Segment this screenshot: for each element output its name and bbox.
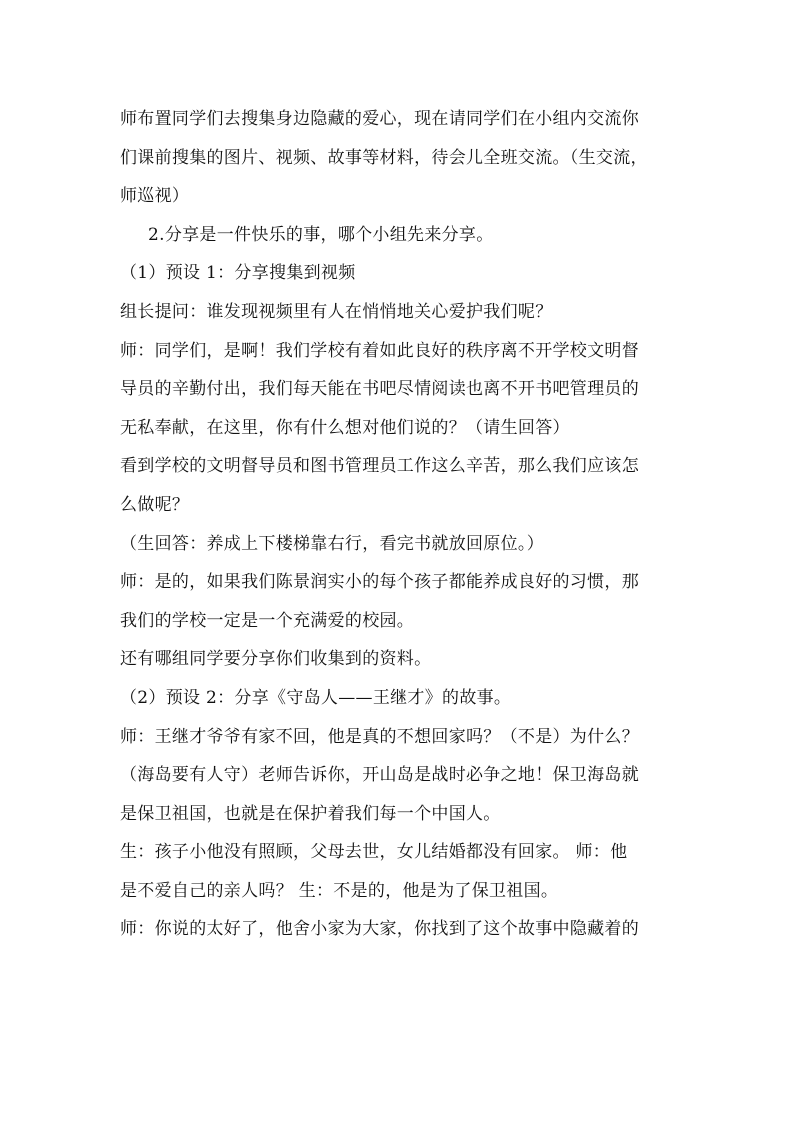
text-line: （1）预设 1：分享搜集到视频 (120, 263, 356, 284)
text-line: 组长提问：谁发现视频里有人在悄悄地关心爱护我们呢？ (120, 301, 553, 322)
text-line: （海岛要有人守）老师告诉你，开山岛是战时必争之地！保卫海岛就 (120, 765, 639, 786)
text-line: 师：同学们，是啊！我们学校有着如此良好的秩序离不开学校文明督 (120, 340, 639, 361)
text-line: 是保卫祖国，也就是在保护着我们每一个中国人。 (120, 803, 501, 824)
text-line: 无私奉献，在这里，你有什么想对他们说的？（请生回答） (120, 417, 570, 438)
text-line: 导员的辛勤付出，我们每天能在书吧尽情阅读也离不开书吧管理员的 (120, 379, 639, 400)
text-line: 师布置同学们去搜集身边隐藏的爱心，现在请同学们在小组内交流你 (120, 109, 639, 129)
text-line: 们课前搜集的图片、视频、故事等材料，待会儿全班交流。（生交流， (120, 147, 648, 168)
text-line: 是不爱自己的亲人吗？ 生：不是的，他是为了保卫祖国。 (120, 880, 559, 901)
text-line: 师：王继才爷爷有家不回，他是真的不想回家吗？（不是）为什么？ (120, 726, 639, 747)
text-line: （2）预设 2：分享《守岛人——王继才》的故事。 (120, 687, 512, 708)
text-line: 师：是的，如果我们陈景润实小的每个孩子都能养成良好的习惯，那 (120, 572, 639, 593)
text-line: 师巡视） (120, 186, 190, 207)
text-line: （生回答：养成上下楼梯靠右行，看完书就放回原位。） (120, 533, 544, 554)
text-line: 师：你说的太好了，他舍小家为大家，你找到了这个故事中隐藏着的 (120, 919, 639, 940)
text-line: 看到学校的文明督导员和图书管理员工作这么辛苦，那么我们应该怎 (120, 456, 639, 477)
document-body (120, 100, 680, 949)
text-line: 生：孩子小他没有照顾，父母去世，女儿结婚都没有回家。 师：他 (120, 842, 628, 863)
text-line: 我们的学校一定是一个充满爱的校园。 (120, 610, 415, 631)
text-line: 么做呢？ (120, 494, 190, 515)
text-line: 还有哪组同学要分享你们收集到的资料。 (120, 649, 432, 670)
text-line-indented: 2.分享是一件快乐的事，哪个小组先来分享。 (148, 224, 494, 245)
